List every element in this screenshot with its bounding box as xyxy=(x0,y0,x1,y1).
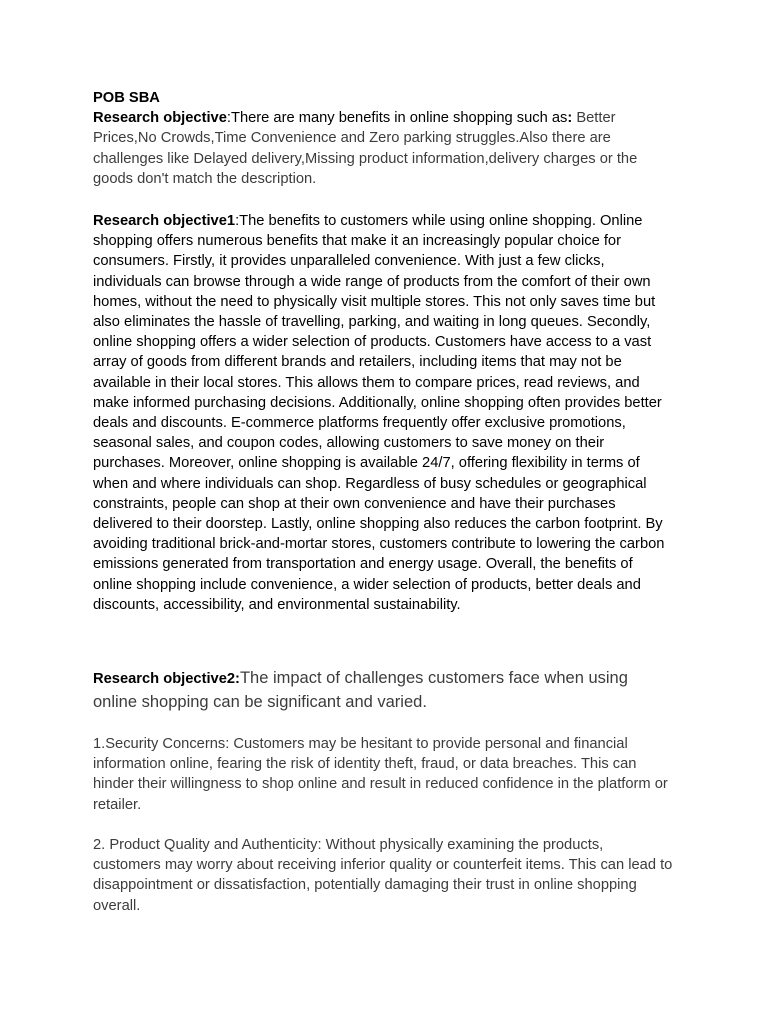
objective-2-lead xyxy=(93,667,673,714)
paragraph-spacer xyxy=(93,714,673,734)
challenge-point-2: 2. Product Quality and Authenticity: Without physically examining the products, customers may worry about receiving inferior quality or counterfeit items. This can lead to disappointment or dissatisfaction, potentially damaging their trust in online shopping overall. xyxy=(93,836,673,914)
objective-2-text: The impact of challenges customers face when using online shopping can be significant and varied. xyxy=(93,669,628,712)
objective-1-text: :The benefits to customers while using online shopping. Online shopping offers numerous benefits that make it an increasingly popular choice for consumers. Firstly, it provides unparalleled convenience. With just a few clicks, individuals can browse through a wide range of products from the comfort of their own homes, without the need to physically visit multiple stores. This not only saves time but also eliminates the hassle of travelling, parking, and waiting in long queues. Secondly, online shopping offers a wider selection of products. Customers have access to a vast array of goods from different brands and retailers, including items that may not be available in their local stores. This allows them to compare prices, read reviews, and make informed purchasing decisions. Additionally, online shopping often provides better deals and discounts. E-commerce platforms frequently offer exclusive promotions, seasonal sales, and coupon codes, allowing customers to save money on their purchases. Moreover, online shopping is available 24/7, offering flexibility in terms of when and where individuals can shop. Regardless of busy schedules or geographical constraints, people can shop at their own convenience and have their purchases delivered to their doorstep. Lastly, online shopping also reduces the carbon footprint. By avoiding traditional brick-and-mortar stores, customers contribute to lowering the carbon emissions generated from transportation and energy usage. Overall, the benefits of online shopping include convenience, a wider selection of products, better deals and discounts, accessibility, and environmental sustainability. xyxy=(93,213,665,613)
objective-intro-list: Better Prices,No Crowds,Time Convenience and Zero parking struggles.Also there are challenges like Delayed delivery,Missing product information,delivery charges or the goods don't match the description. xyxy=(93,110,638,187)
research-objective-1 xyxy=(93,211,673,615)
document-title: POB SBA xyxy=(93,90,160,106)
objective-1-label: Research objective1 xyxy=(93,213,236,230)
document-body xyxy=(93,88,673,916)
research-objective-intro xyxy=(93,108,673,189)
objective-intro-text: :There are many benefits in online shopping such as xyxy=(226,110,568,127)
paragraph-spacer xyxy=(93,815,673,835)
research-objective-2 xyxy=(93,667,673,916)
challenge-point-1: 1.Security Concerns: Customers may be hesitant to provide personal and financial information online, fearing the risk of identity theft, fraud, or data breaches. This can hinder their willingness to shop online and result in reduced confidence in the platform or retailer. xyxy=(93,736,668,813)
paragraph-spacer xyxy=(93,189,673,211)
objective-intro-label: Research objective xyxy=(93,110,227,127)
objective-2-label: Research objective2: xyxy=(93,671,240,688)
objective-intro-colon: : xyxy=(567,110,573,127)
